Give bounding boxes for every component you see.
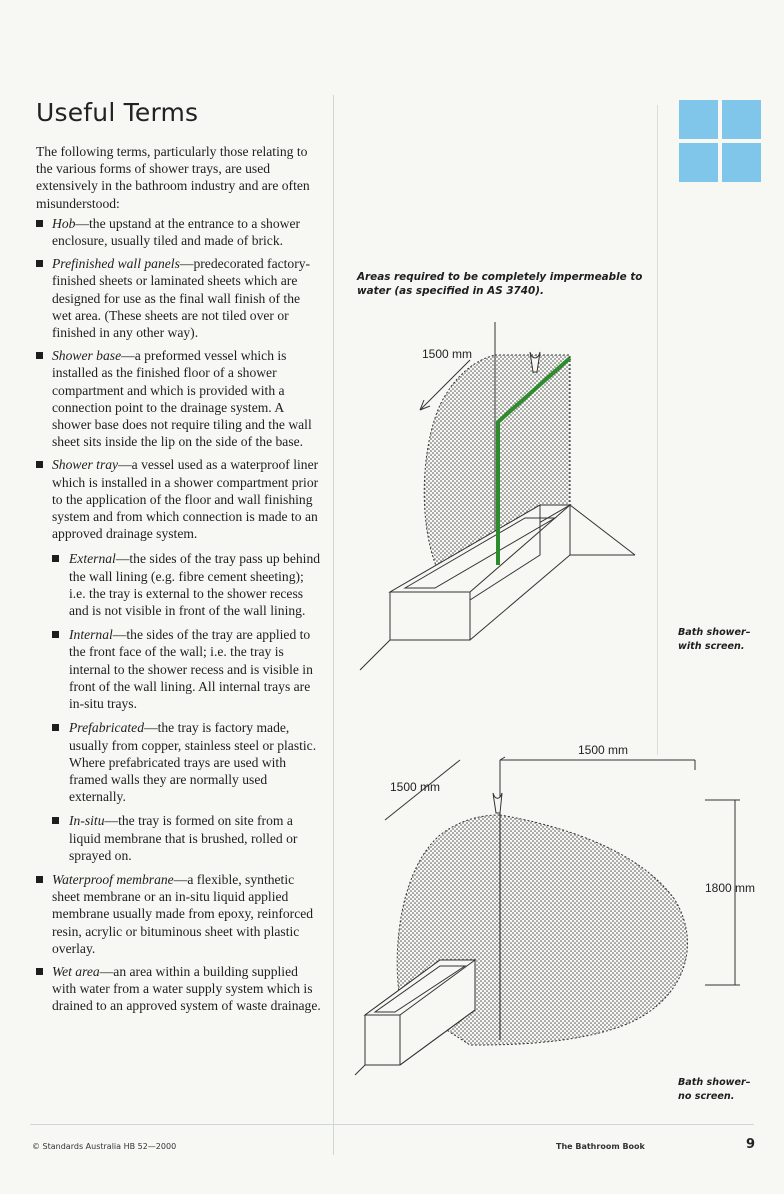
bath-with-screen-diagram: [360, 322, 635, 670]
term-item: Wet area—an area within a building supplied with water from a water supply system which is drained to an approved system of waste drainage.: [36, 963, 322, 1015]
term-item: Prefinished wall panels—predecorated factory-finished sheets or laminated sheets which are designed for use as the final wall finish of the wet area. (These sheets are not tiled over or finished in any other way).: [36, 255, 322, 341]
dimension-label: 1500 mm: [422, 347, 473, 361]
page-number: 9: [746, 1137, 756, 1152]
term-item: Shower tray—a vessel used as a waterproof liner which is installed in a shower compartment prior to the application of the floor and wall finishing system and from which connection is made to an approved drainage system. External—the sides of the tray pass up behind the wall lining (e.g. fibre cement sheeting); i.e. the tray is external to the shower recess and is not visible in front of the wall lining. Internal—the sides of the tray are applied to the front face of the wall; i.e. the tray is internal to the shower recess and is visible in front of the wall lining. All internal trays are in-situ trays. Prefabricated—the tray is factory made, usually from copper, stainless steel or plastic. Where prefabricated trays are used with framed walls they are normally used externally. In-situ—the tray is formed on site from a liquid membrane that is brushed, rolled or sprayed on.: [36, 456, 322, 863]
diagram1-label: Bath shower– with screen.: [678, 627, 751, 652]
term-item: Shower base—a preformed vessel which is installed as the finished floor of a shower compartment and which is provided with a connection point to the drainage system. A shower base does not require tiling and the wall sheet sits inside the lip on the side of the base.: [36, 347, 322, 450]
figure-caption: Areas required to be completely impermeable to water (as specified in AS 3740).: [357, 271, 643, 297]
term-item: Waterproof membrane—a flexible, synthetic sheet membrane or an in-situ liquid applied membrane usually made from epoxy, reinforced resin, acrylic or bituminous sheet with plastic overlay.: [36, 871, 322, 957]
width-dimension-label: 1500 mm: [578, 743, 629, 757]
depth-dimension-label: 1500 mm: [390, 780, 441, 794]
tray-type-item: In-situ—the tray is formed on site from a liquid membrane that is brushed, rolled or sprayed on.: [52, 812, 322, 864]
height-dimension-label: 1800 mm: [705, 881, 756, 895]
tray-type-item: External—the sides of the tray pass up behind the wall lining (e.g. fibre cement sheeting); i.e. the tray is external to the shower recess and is not visible in front of the wall lining.: [52, 550, 322, 619]
diagram2-label: Bath shower– no screen.: [678, 1077, 751, 1102]
intro-paragraph: The following terms, particularly those relating to the various forms of shower trays, are used extensively in the bathroom industry and are often misunderstood:: [36, 144, 310, 211]
page-title: Useful Terms: [36, 98, 199, 127]
term-item: Hob—the upstand at the entrance to a shower enclosure, usually tiled and made of brick.: [36, 215, 322, 249]
footer-copyright: © Standards Australia HB 52—2000: [32, 1142, 177, 1151]
footer-book-title: The Bathroom Book: [556, 1142, 645, 1151]
tray-type-item: Prefabricated—the tray is factory made, usually from copper, stainless steel or plastic. Where prefabricated trays are used with framed walls they are normally used externally.: [52, 719, 322, 805]
bath-no-screen-diagram: [355, 743, 755, 1075]
tray-type-item: Internal—the sides of the tray are applied to the front face of the wall; i.e. the tray is internal to the shower recess and is visible in front of the wall lining. All internal trays are in-situ trays.: [52, 626, 322, 712]
